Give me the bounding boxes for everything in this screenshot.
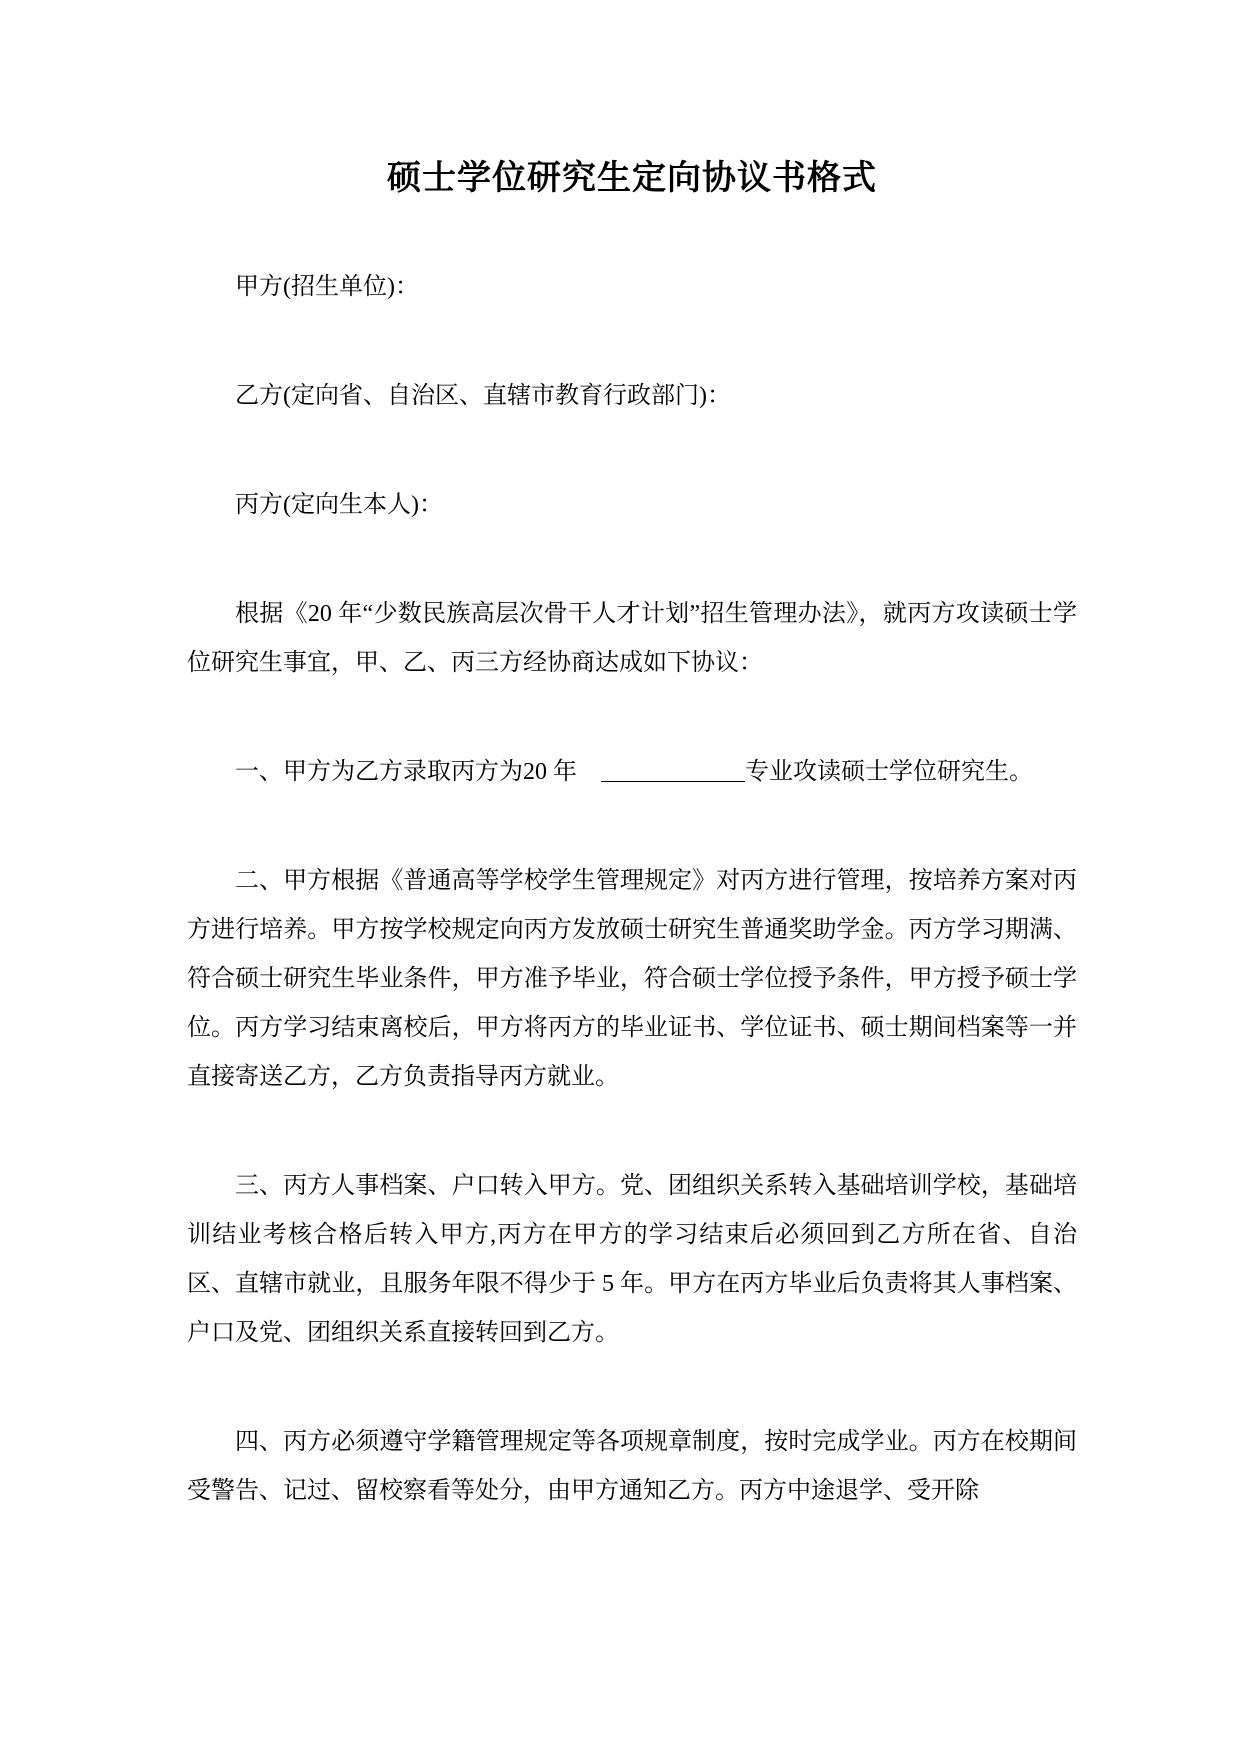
- party-c-line: 丙方(定向生本人)：: [235, 492, 443, 518]
- clause-3-paragraph: 三、丙方人事档案、户口转入甲方。党、团组织关系转入基础培训学校，基础培训结业考核合格后转入甲方,丙方在甲方的学习结束后必须回到乙方所在省、自治区、直辖市就业，且服务年限不得少于 5 年。甲方在丙方毕业后负责将其人事档案、户口及党、团组织关系直接转回到乙方。: [187, 1173, 1077, 1346]
- party-a-line: 甲方(招生单位)：: [235, 274, 419, 300]
- clause-4-paragraph: 四、丙方必须遵守学籍管理规定等各项规章制度，按时完成学业。丙方在校期间受警告、记过、留校察看等处分，由甲方通知乙方。丙方中途退学、受开除: [187, 1429, 1077, 1504]
- document-title: 硕士学位研究生定向协议书格式: [387, 160, 877, 197]
- preamble-paragraph: 根据《20 年“少数民族高层次骨干人才计划”招生管理办法》，就丙方攻读硕士学位研究生事宜，甲、乙、丙三方经协商达成如下协议：: [187, 601, 1077, 676]
- clause-2-paragraph: 二、甲方根据《普通高等学校学生管理规定》对丙方进行管理，按培养方案对丙方进行培养。甲方按学校规定向丙方发放硕士研究生普通奖助学金。丙方学习期满、符合硕士研究生毕业条件，甲方准予毕业，符合硕士学位授予条件，甲方授予硕士学位。丙方学习结束离校后，甲方将丙方的毕业证书、学位证书、硕士期间档案等一并直接寄送乙方，乙方负责指导丙方就业。: [187, 868, 1077, 1090]
- party-b-line: 乙方(定向省、自治区、直辖市教育行政部门)：: [235, 383, 731, 409]
- clause-1-paragraph: 一、甲方为乙方录取丙方为20 年 ＿＿＿＿＿＿专业攻读硕士学位研究生。: [235, 759, 1033, 785]
